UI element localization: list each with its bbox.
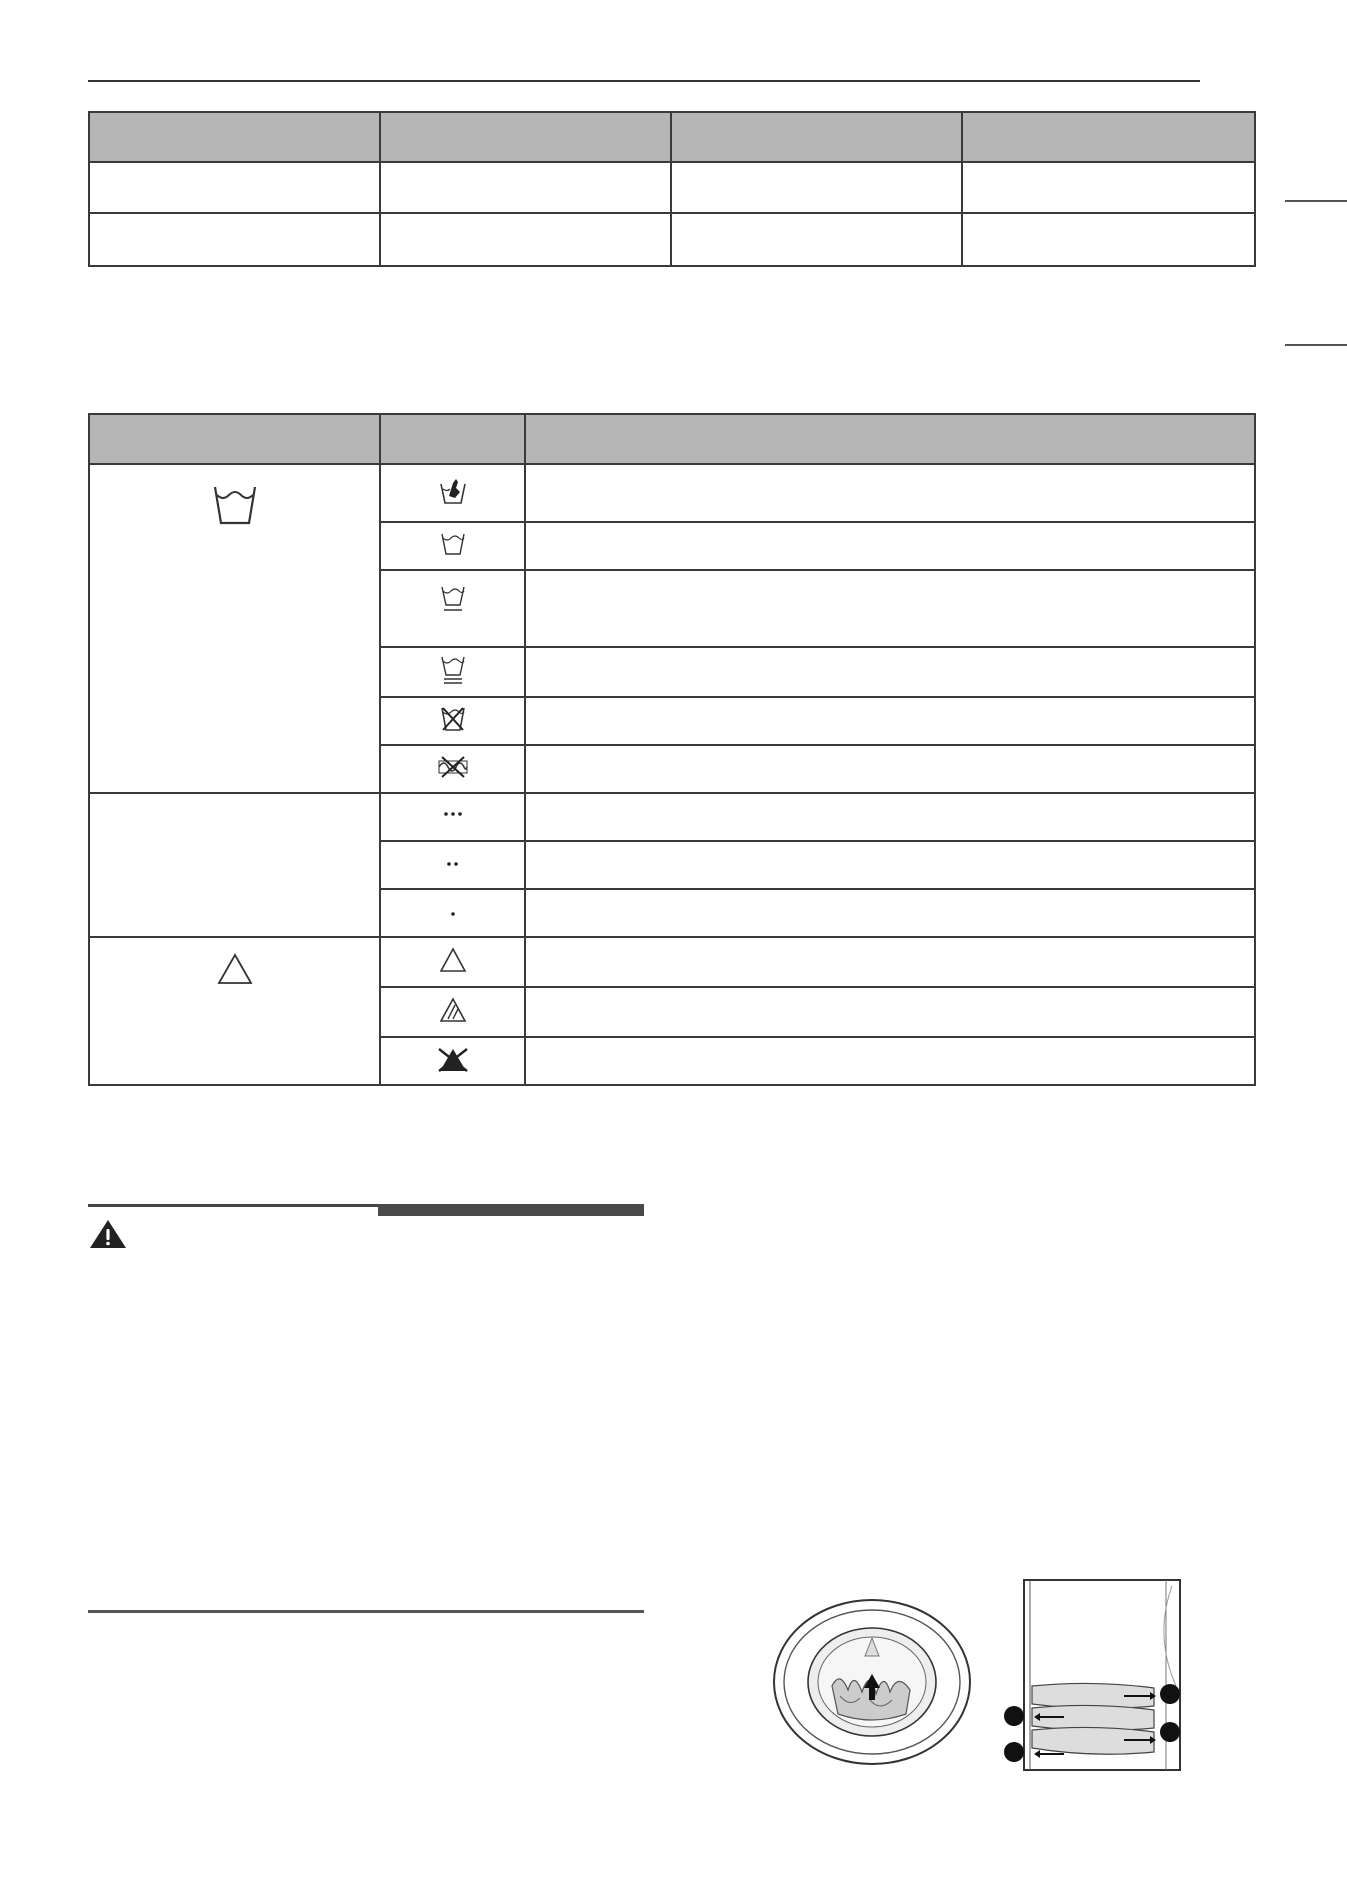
symbol-description — [525, 987, 1255, 1037]
side-tab-marker-lower — [1285, 344, 1347, 346]
table-row — [89, 937, 1255, 987]
hand-wash-icon — [438, 493, 468, 510]
table-cell — [89, 213, 380, 266]
table-cell — [671, 162, 962, 213]
table-cell — [380, 162, 671, 213]
side-tab-marker-upper — [1285, 200, 1347, 202]
washing-tub-icon — [211, 483, 259, 531]
top-table-header-row — [89, 112, 1255, 162]
symbol-description — [525, 937, 1255, 987]
three-dots-icon — [443, 804, 463, 821]
symbol-cell — [380, 889, 525, 937]
do-not-wash-icon — [438, 721, 468, 738]
washing-category-cell — [89, 464, 380, 793]
warning-triangle-icon — [88, 1218, 128, 1255]
table-cell — [89, 162, 380, 213]
symbol-cell — [380, 745, 525, 793]
non-chlorine-bleach-icon — [439, 1010, 467, 1027]
care-table-header-cell — [525, 414, 1255, 464]
table-cell — [962, 162, 1255, 213]
care-symbols-table — [88, 413, 1256, 1086]
warning-section-bar — [378, 1204, 644, 1216]
table-row — [89, 464, 1255, 522]
bleach-triangle-icon — [216, 952, 254, 990]
symbol-cell — [380, 793, 525, 841]
symbol-cell — [380, 464, 525, 522]
care-table-header-row — [89, 414, 1255, 464]
gentle-wash-icon — [438, 674, 468, 691]
category-cell — [89, 793, 380, 937]
table-cell — [671, 213, 962, 266]
symbol-description — [525, 1037, 1255, 1085]
symbol-description — [525, 889, 1255, 937]
symbol-cell — [380, 937, 525, 987]
symbol-cell — [380, 987, 525, 1037]
do-not-bleach-icon — [435, 1060, 471, 1077]
top-table-header-cell — [380, 112, 671, 162]
top-table-header-cell — [671, 112, 962, 162]
symbol-description — [525, 647, 1255, 697]
two-dots-icon — [446, 854, 460, 871]
symbol-cell — [380, 1037, 525, 1085]
top-table-header-cell — [89, 112, 380, 162]
header-rule — [88, 80, 1200, 82]
symbol-description — [525, 745, 1255, 793]
permanent-press-wash-icon — [438, 604, 468, 621]
symbol-cell — [380, 570, 525, 647]
do-not-wring-icon — [436, 766, 470, 783]
symbol-description — [525, 841, 1255, 889]
table-row — [89, 213, 1255, 266]
section-bottom-rule — [88, 1610, 644, 1613]
care-table-header-cell — [89, 414, 380, 464]
symbol-cell — [380, 841, 525, 889]
top-table-header-cell — [962, 112, 1255, 162]
table-row — [89, 793, 1255, 841]
table-cell — [962, 213, 1255, 266]
table-cell — [380, 213, 671, 266]
symbol-cell — [380, 647, 525, 697]
table-row — [89, 162, 1255, 213]
care-table-header-cell — [380, 414, 525, 464]
symbol-cell — [380, 697, 525, 745]
symbol-description — [525, 570, 1255, 647]
symbol-description — [525, 464, 1255, 522]
any-bleach-icon — [439, 960, 467, 977]
symbol-cell — [380, 522, 525, 570]
symbol-description — [525, 697, 1255, 745]
laundry-stacking-diagram-icon — [1004, 1576, 1200, 1781]
symbol-description — [525, 522, 1255, 570]
top-table — [88, 111, 1256, 267]
drum-loading-icon — [770, 1596, 974, 1773]
one-dot-icon — [450, 904, 456, 921]
symbol-description — [525, 793, 1255, 841]
normal-wash-icon — [438, 545, 468, 562]
bleach-category-cell — [89, 937, 380, 1085]
